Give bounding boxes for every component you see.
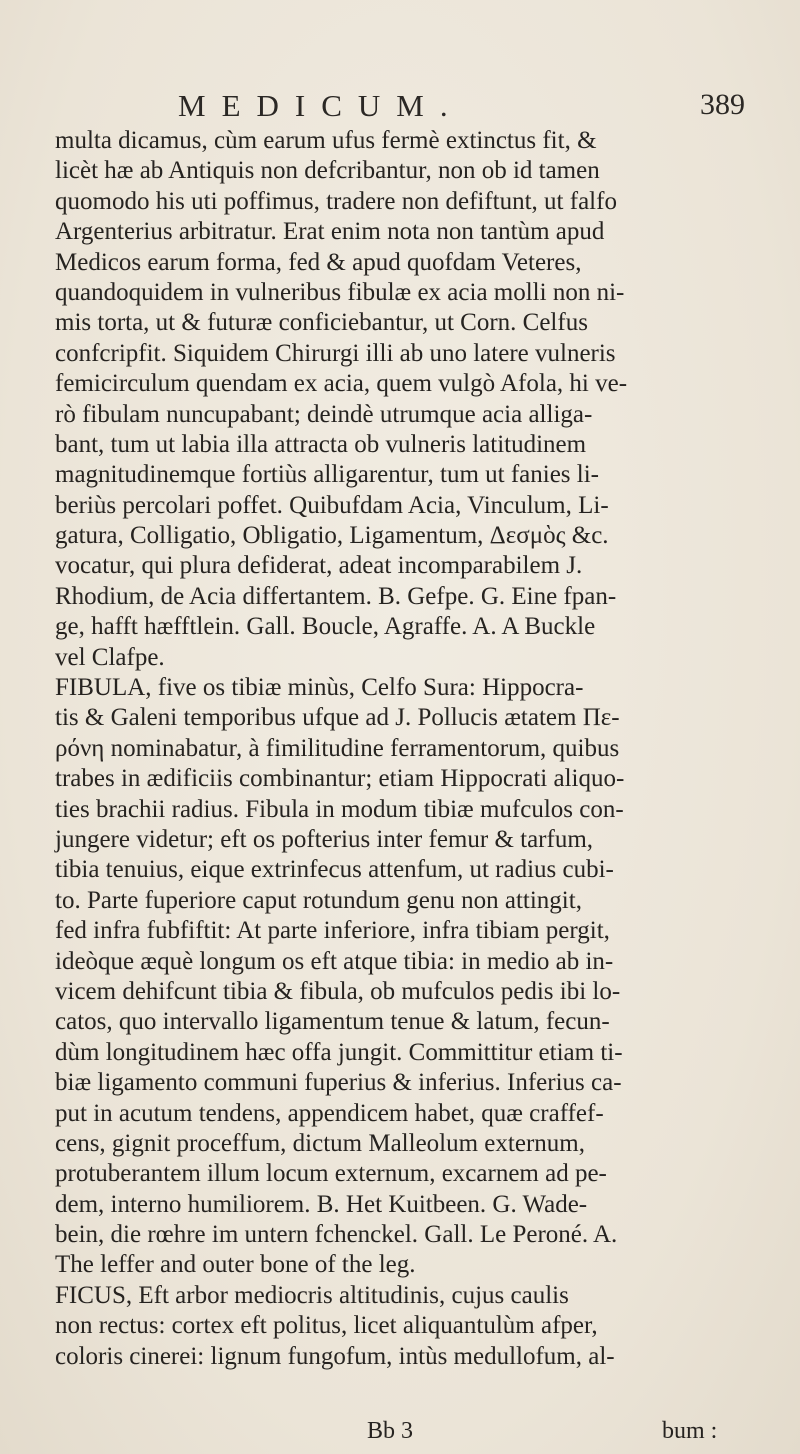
text-line: protuberantem illum locum externum, excarnem ad pe- — [55, 1160, 607, 1188]
text-line: ρόνη nominabatur, à fimilitudine ferramentorum, quibus — [55, 734, 620, 762]
signature-mark: Bb 3 — [367, 1418, 414, 1444]
text-line: dem, interno humiliorem. B. Het Kuitbeen. G. Wade- — [55, 1190, 588, 1218]
text-line: bein, die rœhre im untern fchenckel. Gall. Le Peroné. A. — [55, 1221, 618, 1249]
text-line: femicirculum quendam ex acia, quem vulgò Afola, hi ve- — [55, 370, 628, 398]
text-line: The leffer and outer bone of the leg. — [55, 1251, 416, 1279]
text-line: cens, gignit proceffum, dictum Malleolum externum, — [55, 1129, 585, 1157]
text-line: tibia tenuius, eique extrinfecus attenfum, ut radius cubi- — [55, 856, 614, 884]
text-line: rò fibulam nuncupabant; deindè utrumque acia alliga- — [55, 400, 593, 428]
text-line: jungere videtur; eft os pofterius inter femur & tarfum, — [55, 825, 594, 853]
text-line: put in acutum tendens, appendicem habet, quæ craffef- — [55, 1099, 604, 1127]
text-line: quomodo his uti poffimus, tradere non defiftunt, ut falfo — [55, 187, 617, 215]
text-line: dùm longitudinem hæc offa jungit. Committitur etiam ti- — [55, 1038, 623, 1066]
text-line: FIBULA, five os tibiæ minùs, Celfo Sura: Hippocra- — [55, 674, 584, 702]
text-line: ideòque æquè longum os eft atque tibia: in medio ab in- — [55, 947, 614, 975]
catchword: bum : — [662, 1418, 718, 1444]
text-line: non rectus: cortex eft politus, licet aliquantulùm afper, — [55, 1312, 598, 1340]
text-line: vocatur, qui plura defiderat, adeat incomparabilem J. — [55, 552, 583, 580]
text-line: Argenterius arbitratur. Erat enim nota non tantùm apud — [55, 218, 605, 246]
text-line: ge, hafft hæfftlein. Gall. Boucle, Agraffe. A. A Buckle — [55, 613, 596, 641]
text-line: Medicos earum forma, fed & apud quofdam Veteres, — [55, 248, 582, 276]
text-line: tis & Galeni temporibus ufque ad J. Pollucis ætatem Πε- — [55, 704, 620, 732]
text-line: vicem dehifcunt tibia & fibula, ob mufculos pedis ibi lo- — [55, 977, 621, 1005]
running-head — [0, 88, 800, 128]
page-number: 389 — [700, 88, 745, 121]
text-line: Rhodium, de Acia differtantem. B. Gefpe. G. Eine fpan- — [55, 582, 617, 610]
text-line: beriùs percolari poffet. Quibufdam Acia, Vinculum, Li- — [55, 491, 609, 519]
text-line: multa dicamus, cùm earum ufus fermè extinctus fit, & — [55, 127, 597, 154]
body-text — [55, 126, 755, 1372]
text-line: licèt hæ ab Antiquis non defcribantur, non ob id tamen — [55, 157, 600, 185]
running-head-title: MEDICUM. — [178, 88, 464, 123]
text-line: trabes in ædificiis combinantur; etiam Hippocrati aliquo- — [55, 765, 625, 793]
text-line: bant, tum ut labia illa attracta ob vulneris latitudinem — [55, 430, 587, 458]
text-line: vel Clafpe. — [55, 643, 165, 671]
text-line: gatura, Colligatio, Obligatio, Ligamentum, Δεσμὸς &c. — [55, 522, 609, 550]
text-line: FICUS, Eft arbor mediocris altitudinis, cujus caulis — [55, 1281, 569, 1309]
page-footer — [0, 1418, 800, 1450]
text-line: ties brachii radius. Fibula in modum tibiæ mufculos con- — [55, 795, 624, 823]
text-line: mis torta, ut & futuræ conficiebantur, ut Corn. Celfus — [55, 309, 588, 337]
text-line: quandoquidem in vulneribus fibulæ ex acia molli non ni- — [55, 278, 625, 306]
text-line: magnitudinemque fortiùs alligarentur, tum ut fanies li- — [55, 461, 600, 489]
text-line: to. Parte fuperiore caput rotundum genu non attingit, — [55, 886, 582, 914]
text-line: biæ ligamento communi fuperius & inferius. Inferius ca- — [55, 1069, 622, 1097]
text-line: fed infra fubfiftit: At parte inferiore, infra tibiam pergit, — [55, 917, 610, 945]
text-line: confcripfit. Siquidem Chirurgi illi ab uno latere vulneris — [55, 339, 616, 367]
text-line: coloris cinerei: lignum fungofum, intùs medullofum, al- — [55, 1342, 615, 1370]
text-line: catos, quo intervallo ligamentum tenue & latum, fecun- — [55, 1008, 610, 1036]
